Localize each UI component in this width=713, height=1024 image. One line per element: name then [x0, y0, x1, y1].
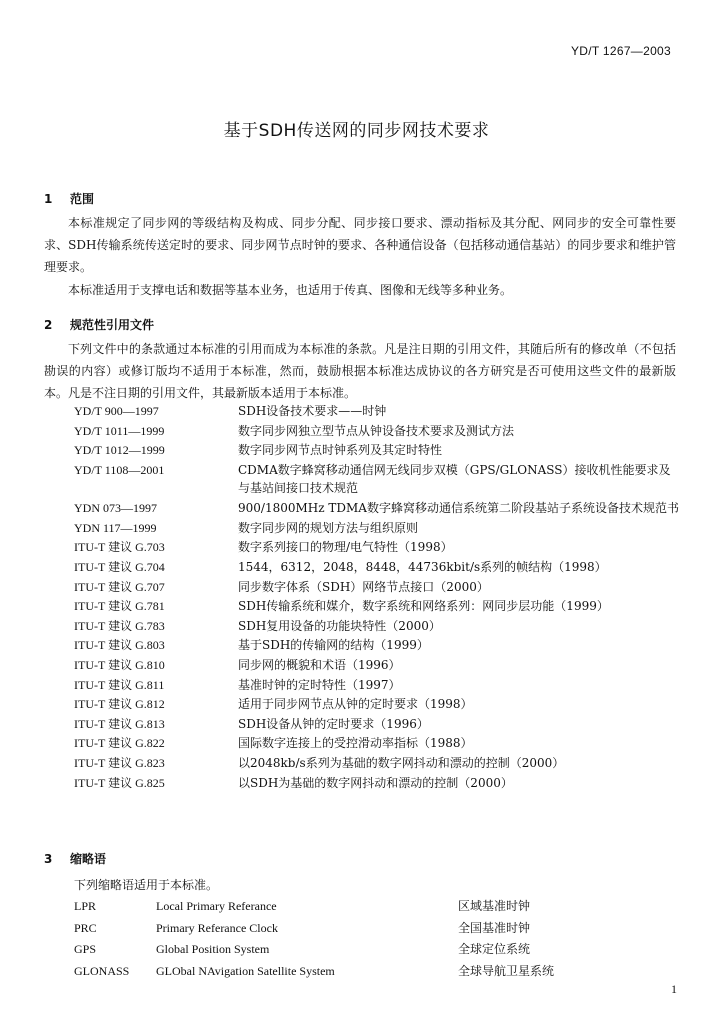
- reference-code: ITU-T 建议 G.810: [74, 657, 165, 672]
- reference-code: ITU-T 建议 G.781: [74, 599, 165, 614]
- reference-title: 基准时钟的定时特性（1997）: [238, 677, 401, 692]
- reference-code: ITU-T 建议 G.703: [74, 540, 165, 555]
- section-heading-scope: [44, 190, 94, 207]
- reference-item: [74, 461, 684, 497]
- scope-paragraph-1: 本标准规定了同步网的等级结构及构成、同步分配、同步接口要求、漂动指标及其分配、网同步的安全可靠性要求、SDH传输系统传送定时的要求、同步网节点时钟的要求、各种通信设备（包括移动通信基站）的同步要求和维护管理要求。: [44, 216, 676, 274]
- reference-code: ITU-T 建议 G.822: [74, 736, 165, 751]
- reference-item: [74, 656, 684, 676]
- section-number: 3: [44, 852, 53, 866]
- abbreviation-item: [74, 939, 634, 961]
- reference-title: SDH设备技术要求——时钟: [238, 404, 387, 418]
- reference-item: [74, 636, 684, 656]
- reference-item: [74, 676, 684, 696]
- reference-title: 数字同步网独立型节点从钟设备技术要求及测试方法: [238, 423, 515, 438]
- reference-code: YD/T 900—1997: [74, 404, 159, 418]
- reference-item: [74, 774, 684, 794]
- abbreviations-intro: 下列缩略语适用于本标准。: [74, 878, 219, 892]
- section-heading-abbreviations: [44, 850, 106, 867]
- abbreviation-full: GLObal NAvigation Satellite System: [156, 963, 335, 978]
- reference-title: 同步网的概貌和术语（1996）: [238, 657, 401, 672]
- reference-code: YD/T 1012—1999: [74, 443, 165, 458]
- abbreviation-full: Primary Referance Clock: [156, 920, 278, 935]
- abbreviation-chinese: 全球定位系统: [458, 942, 531, 957]
- document-number: YD/T 1267—2003: [570, 44, 671, 58]
- reference-item: [74, 499, 684, 517]
- reference-code: ITU-T 建议 G.783: [74, 618, 165, 633]
- reference-code: YD/T 1011—1999: [74, 423, 165, 438]
- abbreviation-list: [74, 896, 634, 982]
- reference-title: 适用于同步网节点从钟的定时要求（1998）: [238, 697, 473, 712]
- page-title: 基于SDH传送网的同步网技术要求: [223, 121, 490, 141]
- reference-title: SDH复用设备的功能块特性（2000）: [238, 618, 441, 633]
- reference-list: [74, 402, 684, 793]
- reference-code: ITU-T 建议 G.704: [74, 559, 165, 574]
- reference-title: 以SDH为基础的数字网抖动和漂动的控制（2000）: [238, 775, 513, 790]
- abbreviation-item: [74, 896, 634, 918]
- reference-code: ITU-T 建议 G.812: [74, 697, 165, 712]
- section-number: 2: [44, 318, 53, 332]
- reference-item: [74, 715, 684, 735]
- reference-code: YD/T 1108—2001: [74, 462, 165, 477]
- section-number: 1: [44, 192, 53, 206]
- reference-item: [74, 597, 684, 617]
- abbreviation-item: [74, 961, 634, 983]
- reference-code: ITU-T 建议 G.825: [74, 775, 165, 790]
- section-title: 缩略语: [70, 852, 107, 866]
- page-number: 1: [671, 982, 677, 996]
- reference-code: ITU-T 建议 G.707: [74, 579, 165, 594]
- reference-title: 数字同步网的规划方法与组织原则: [238, 520, 419, 535]
- reference-code: YDN 117—1999: [74, 520, 157, 535]
- abbreviation-item: [74, 918, 634, 940]
- abbreviation-full: Local Primary Referance: [156, 899, 277, 913]
- reference-item: [74, 402, 684, 422]
- reference-title: 基于SDH的传输网的结构（1999）: [238, 638, 429, 653]
- reference-title: 数字同步网节点时钟系列及其定时特性: [238, 443, 443, 458]
- reference-title: SDH设备从钟的定时要求（1996）: [238, 716, 429, 731]
- section-title: 规范性引用文件: [70, 318, 155, 332]
- scope-paragraph-2: 本标准适用于支撑电话和数据等基本业务，也适用于传真、图像和无线等多种业务。: [68, 283, 513, 297]
- reference-title: 同步数字体系（SDH）网络节点接口（2000）: [238, 579, 489, 594]
- abbreviation-chinese: 全球导航卫星系统: [458, 963, 555, 978]
- reference-item: [74, 754, 684, 774]
- section-heading-normative: [44, 316, 154, 333]
- reference-item: [74, 422, 684, 442]
- reference-code: ITU-T 建议 G.813: [74, 716, 165, 731]
- reference-title: SDH传输系统和媒介，数字系统和网络系列：网同步层功能（1999）: [238, 599, 609, 614]
- reference-title: 国际数字连接上的受控滑动率指标（1988）: [238, 736, 473, 751]
- reference-title: 900/1800MHz TDMA数字蜂窝移动通信系统第二阶段基站子系统设备技术规范书: [238, 500, 679, 515]
- abbreviation-chinese: 区域基准时钟: [458, 899, 531, 913]
- reference-item: [74, 558, 684, 578]
- reference-item: [74, 538, 684, 558]
- reference-title: 数字系列接口的物理/电气特性（1998）: [238, 540, 453, 555]
- reference-code: ITU-T 建议 G.803: [74, 638, 165, 653]
- reference-item: [74, 441, 684, 461]
- reference-item: [74, 617, 684, 637]
- reference-code: YDN 073—1997: [74, 500, 157, 515]
- normative-intro-paragraph: 下列文件中的条款通过本标准的引用而成为本标准的条款。凡是注日期的引用文件，其随后所有的修改单（不包括勘误的内容）或修订版均不适用于本标准，然而，鼓励根据本标准达成协议的各方研究是否可使用这些文件的最新版本。凡是不注日期的引用文件，其最新版本适用于本标准。: [44, 342, 676, 400]
- abbreviation-code: LPR: [74, 899, 97, 913]
- abbreviation-chinese: 全国基准时钟: [458, 920, 531, 935]
- reference-code: ITU-T 建议 G.823: [74, 755, 165, 770]
- reference-item: [74, 695, 684, 715]
- abbreviation-code: GPS: [74, 942, 97, 957]
- reference-title: 1544，6312，2048，8448，44736kbit/s系列的帧结构（1998）: [238, 559, 607, 574]
- abbreviation-code: GLONASS: [74, 963, 130, 978]
- section-title: 范围: [70, 192, 95, 206]
- reference-code: ITU-T 建议 G.811: [74, 677, 165, 692]
- abbreviation-code: PRC: [74, 920, 97, 935]
- reference-item: [74, 519, 684, 539]
- reference-item: [74, 578, 684, 598]
- reference-title: 以2048kb/s系列为基础的数字网抖动和漂动的控制（2000）: [238, 755, 565, 770]
- reference-title: CDMA数字蜂窝移动通信网无线同步双模（GPS/GLONASS）接收机性能要求及与基站间接口技术规范: [238, 462, 671, 495]
- abbreviation-full: Global Position System: [156, 942, 270, 957]
- reference-item: [74, 734, 684, 754]
